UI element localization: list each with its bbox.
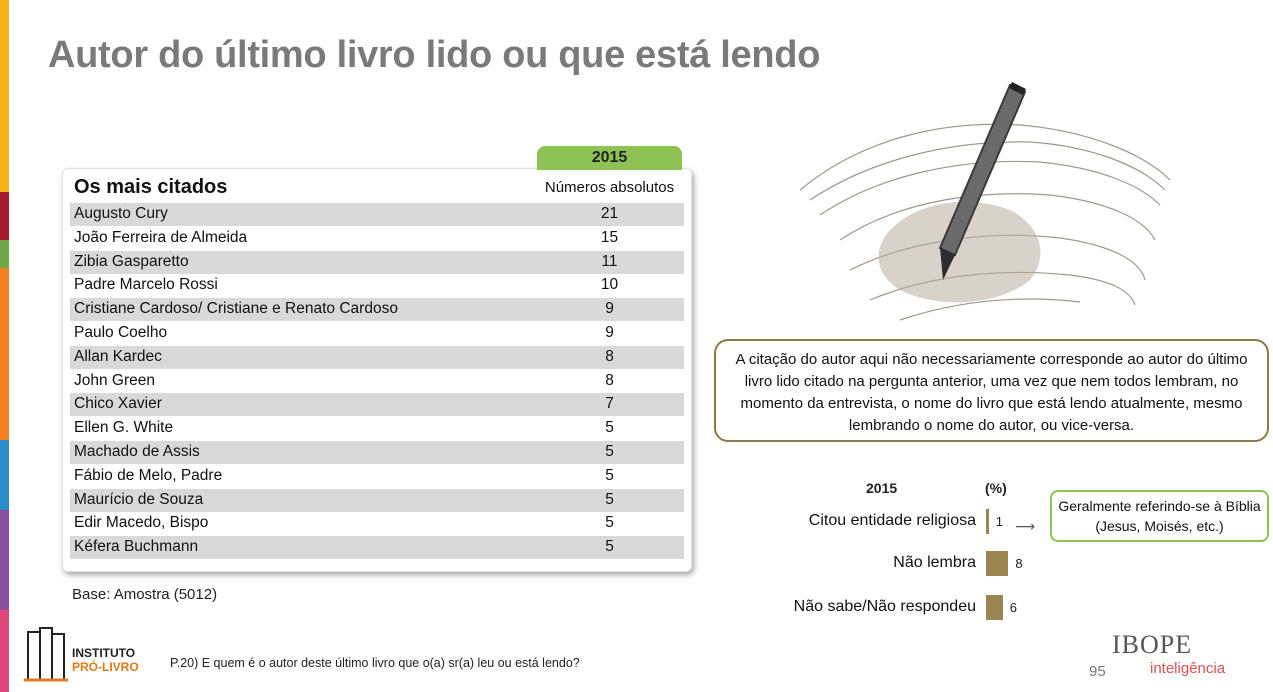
bar-mark [986,595,1003,620]
table-row [70,465,684,488]
base-note: Base: Amostra (5012) [72,586,218,603]
author-name: Paulo Coelho [74,324,168,341]
author-count: 15 [600,228,619,246]
bar-chart-year: 2015 [866,480,898,496]
author-count: 10 [600,276,619,294]
explanatory-note: A citação do autor aqui não necessariamente corresponde ao autor do último livro lido citado na pergunta anterior, uma vez que nem todos lembram, no momento da entrevista, o nome do livro que está lendo atualmente, mesmo lembrando o nome do autor, ou vice-versa. [714,339,1269,442]
table-row [70,512,684,535]
side-stripe-segment [0,0,9,192]
side-stripe-segment [0,192,9,240]
bar-category-label: Não sabe/Não respondeu [793,598,976,615]
bar-value-label: 6 [1009,600,1018,615]
table-row [70,274,684,297]
page-number: 95 [1089,663,1106,680]
author-name: Maurício de Souza [74,490,204,508]
author-count: 5 [605,490,614,508]
table-year-header: 2015 [537,146,682,170]
author-count: 5 [605,419,614,437]
side-stripe-segment [0,268,9,440]
ibope-logo: IBOPE [1112,630,1193,659]
author-name: Zibia Gasparetto [74,252,189,270]
side-stripe-segment [0,510,9,610]
bar-category-label: Não lembra [893,554,976,571]
author-name: Padre Marcelo Rossi [74,276,218,294]
author-count: 9 [605,300,614,318]
table-row [70,370,684,393]
table-row [70,298,684,321]
author-count: 11 [601,252,618,270]
author-count: 8 [605,347,614,365]
religious-callout: Geralmente referindo-se à Bíblia (Jesus, Moisés, etc.) [1050,490,1269,542]
table-row [70,441,684,464]
table-row [70,489,684,512]
bar-mark [986,509,989,534]
author-name: Machado de Assis [74,443,200,460]
author-count: 9 [605,324,614,341]
side-stripe-segment [0,240,9,268]
table-row [70,203,684,226]
table-row [70,227,684,250]
author-name: Augusto Cury [74,205,168,222]
table-row [70,417,684,440]
author-count: 21 [600,205,619,222]
author-name: Ellen G. White [74,419,174,437]
author-name: Chico Xavier [74,395,162,413]
table-row [70,536,684,559]
author-name: John Green [74,371,155,389]
author-count: 5 [605,443,614,460]
bar-chart-unit: (%) [985,480,1007,496]
page-title: Autor do último livro lido ou que está lendo [48,34,821,76]
table-row [70,346,684,369]
ipl-logo-line2: PRÓ-LIVRO [72,660,139,674]
bar-value-label: 1 [995,514,1004,529]
author-name: João Ferreira de Almeida [74,228,248,246]
table-row [70,393,684,416]
author-name: Cristiane Cardoso/ Cristiane e Renato Cardoso [74,300,398,318]
table-row [70,251,684,274]
author-count: 5 [605,514,614,532]
author-count: 5 [605,538,614,556]
table-row [70,322,684,345]
bar-mark [986,551,1008,576]
author-count: 7 [605,395,614,413]
author-name: Fábio de Melo, Padre [74,466,223,484]
author-name: Kéfera Buchmann [74,538,199,556]
side-stripe-segment [0,440,9,510]
question-footnote: P.20) E quem é o autor deste último livro que o(a) sr(a) leu ou está lendo? [170,656,580,670]
bar-value-label: 8 [1015,556,1023,571]
ibope-logo-sub: inteligência [1150,660,1226,677]
ipl-logo-line1: INSTITUTO [72,646,136,660]
author-name: Allan Kardec [74,347,162,365]
side-stripe-segment [0,610,9,692]
author-name: Edir Macedo, Bispo [74,514,209,532]
hand-writing-illustration [780,80,1180,330]
arrow-right-icon: ⟶ [1015,519,1036,535]
instituto-pro-livro-logo [22,622,70,682]
table-header-values: Números absolutos [544,179,675,196]
bar-category-label: Citou entidade religiosa [808,512,976,529]
author-count: 8 [605,371,614,389]
author-count: 5 [605,466,614,484]
table-header-label: Os mais citados [74,176,228,198]
